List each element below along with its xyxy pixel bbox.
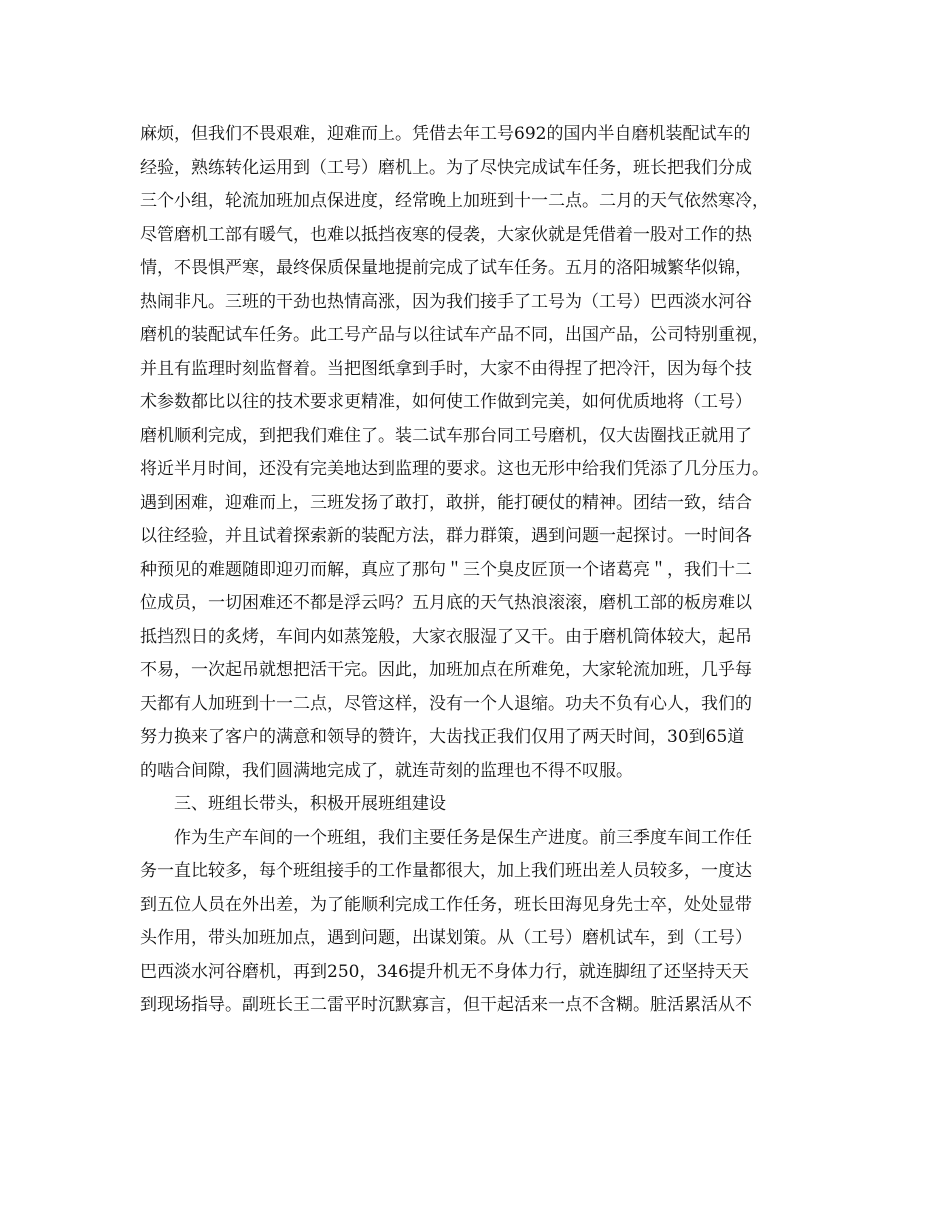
text-line: 情，不畏惧严寒，最终保质保量地提前完成了试车任务。五月的洛阳城繁华似锦， — [140, 258, 752, 278]
text-line: 的啮合间隙，我们圆满地完成了，就连苛刻的监理也不得不叹服。 — [140, 760, 633, 781]
text-line: 作为生产车间的一个班组，我们主要任务是保生产进度。前三季度车间工作任 — [140, 827, 752, 848]
text-line: 到现场指导。副班长王二雷平时沉默寡言，但干起活来一点不含糊。脏活累活从不 — [140, 995, 752, 1015]
text-line: 努力换来了客户的满意和领导的赞许，大齿找正我们仅用了两天时间，30到65道 — [140, 727, 745, 747]
text-line: 巴西淡水河谷磨机，再到250，346提升机无不身体力行，就连脚纽了还坚持天天 — [140, 961, 749, 982]
text-line: 种预见的难题随即迎刃而解，真应了那句＂三个臭皮匠顶一个诸葛亮＂，我们十二 — [140, 559, 752, 580]
text-line: 抵挡烈日的炙烤，车间内如蒸笼般，大家衣服湿了又干。由于磨机筒体较大，起吊 — [140, 626, 752, 647]
text-line: 术参数都比以往的技术要求更精准，如何使工作做到完美，如何优质地将（工号） — [140, 392, 752, 412]
text-line: 遇到困难，迎难而上，三班发扬了敢打，敢拼，能打硬仗的精神。团结一致，结合 — [140, 492, 752, 513]
text-line: 不易，一次起吊就想把活干完。因此，加班加点在所难免，大家轮流加班，几乎每 — [140, 660, 752, 680]
body-text — [140, 118, 830, 1023]
text-line: 头作用，带头加班加点，遇到问题，出谋划策。从（工号）磨机试车，到（工号） — [140, 928, 752, 948]
text-line: 磨机的装配试车任务。此工号产品与以往试车产品不同，出国产品，公司特别重视， — [140, 325, 769, 345]
text-line: 将近半月时间，还没有完美地达到监理的要求。这也无形中给我们凭添了几分压力。 — [140, 459, 769, 479]
text-line: 以往经验，并且试着探索新的装配方法，群力群策，遇到问题一起探讨。一时间各 — [140, 526, 752, 546]
text-line: 位成员，一切困难还不都是浮云吗？五月底的天气热浪滚滚，磨机工部的板房难以 — [140, 593, 752, 613]
text-line: 天都有人加班到十一二点，尽管这样，没有一个人退缩。功夫不负有心人，我们的 — [140, 693, 752, 714]
text-line: 到五位人员在外出差，为了能顺利完成工作任务，班长田海见身先士卒，处处显带 — [140, 894, 752, 915]
text-line: 经验，熟练转化运用到（工号）磨机上。为了尽快完成试车任务，班长把我们分成 — [140, 157, 752, 178]
text-line: 麻烦，但我们不畏艰难，迎难而上。凭借去年工号692的国内半自磨机装配试车的 — [140, 124, 751, 144]
text-line: 三个小组，轮流加班加点保进度，经常晚上加班到十一二点。二月的天气依然寒冷， — [140, 191, 769, 211]
text-line: 务一直比较多，每个班组接手的工作量都很大，加上我们班出差人员较多，一度达 — [140, 861, 752, 881]
text-line: 磨机顺利完成，到把我们难住了。装二试车那台同工号磨机，仅大齿圈找正就用了 — [140, 425, 752, 446]
text-line: 并且有监理时刻监督着。当把图纸拿到手时，大家不由得捏了把冷汗，因为每个技 — [140, 358, 752, 379]
section-heading: 三、班组长带头，积极开展班组建设 — [140, 794, 446, 814]
text-line: 热闹非凡。三班的干劲也热情高涨，因为我们接手了工号为（工号）巴西淡水河谷 — [140, 291, 752, 312]
text-line: 尽管磨机工部有暖气，也难以抵挡夜寒的侵袭，大家伙就是凭借着一股对工作的热 — [140, 224, 752, 245]
